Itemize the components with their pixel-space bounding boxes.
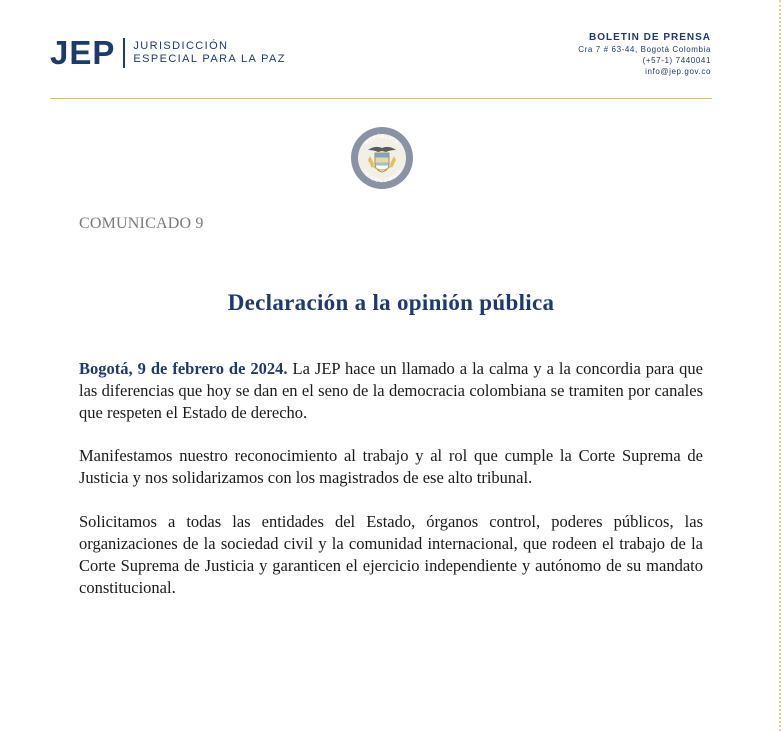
paragraph-1 (79, 358, 703, 424)
logo-divider (123, 38, 125, 68)
paragraph-3: Solicitamos a todas las entidades del Estado, órganos control, poderes públicos, las organizaciones de la sociedad civil y la comunidad internacional, que rodeen el trabajo de la Corte Suprema de Justicia y garanticen el ejercicio independiente y autónomo de su mandato constitucional. (79, 512, 703, 597)
seal-text-top: REPÚBLICA (364, 133, 400, 147)
seal-text-bottom: DE COLOMBIA (360, 168, 404, 185)
paragraph-2: Manifestamos nuestro reconocimiento al trabajo y al rol que cumple la Corte Suprema de Justicia y nos solidarizamos con los magistrados de ese alto tribunal. (79, 446, 703, 487)
paragraph-1-text: La JEP hace un llamado a la calma y a la concordia para que las diferencias que hoy se dan en el seno de la democracia colombiana se tramiten por canales que respeten el Estado de derecho. (79, 359, 704, 422)
contact-email: info@jep.gov.co (645, 67, 711, 76)
page-edge-dots (779, 0, 781, 731)
logo-text (133, 40, 286, 66)
logo-line-2: ESPECIAL PARA LA PAZ (133, 53, 286, 65)
header-divider (50, 98, 712, 99)
contact-address: Cra 7 # 63-44, Bogotá Colombia (578, 45, 711, 54)
logo-mark: JEP (50, 34, 116, 71)
colombia-seal-icon (350, 126, 414, 190)
page-title: Declaración a la opinión pública (227, 290, 555, 315)
dateline: Bogotá, 9 de febrero de 2024. (79, 359, 288, 378)
jep-logo (50, 34, 286, 71)
logo-line-1: JURISDICCIÓN (133, 40, 229, 52)
press-contact-block (578, 31, 711, 77)
contact-phone: (+57-1) 7440041 (642, 56, 711, 65)
communique-label: COMUNICADO 9 (79, 215, 204, 232)
press-bulletin-title: BOLETIN DE PRENSA (588, 32, 711, 43)
